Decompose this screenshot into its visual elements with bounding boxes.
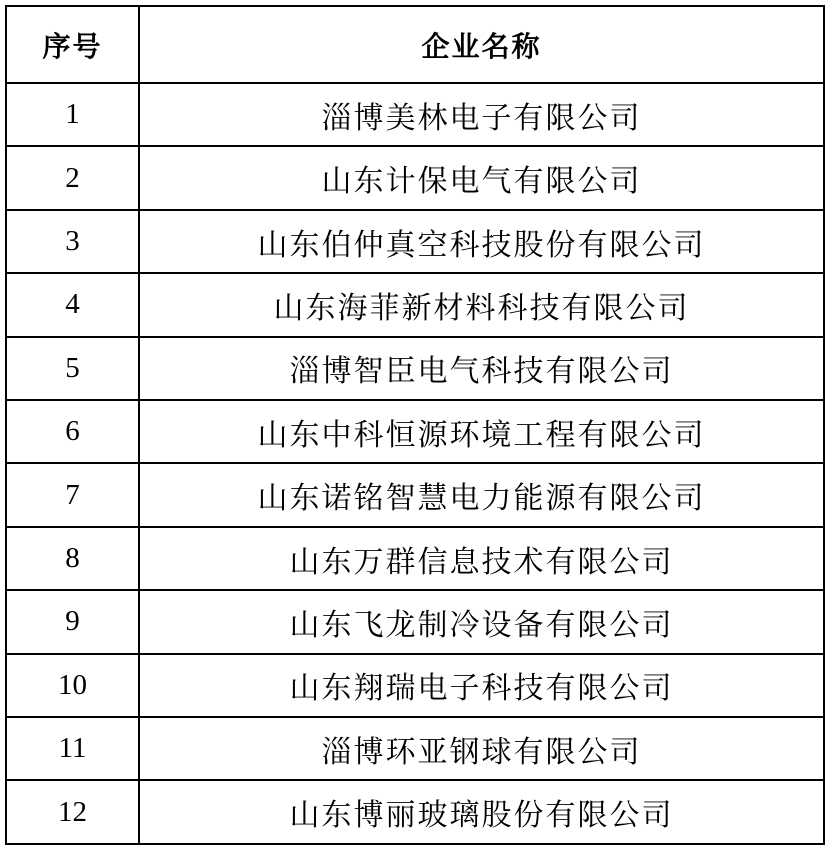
table-row [6,527,824,590]
row-index: 3 [6,210,139,273]
company-name: 山东中科恒源环境工程有限公司 [139,400,824,463]
row-index: 7 [6,463,139,526]
header-row [6,6,824,83]
table-row [6,590,824,653]
table-row [6,83,824,146]
row-index: 11 [6,717,139,780]
table-row [6,273,824,336]
company-name: 山东万群信息技术有限公司 [139,527,824,590]
header-company-name: 企业名称 [139,6,824,83]
row-index: 12 [6,780,139,844]
row-index: 10 [6,654,139,717]
row-index: 1 [6,83,139,146]
header-index: 序号 [6,6,139,83]
table-row [6,146,824,209]
row-index: 9 [6,590,139,653]
table-row [6,717,824,780]
company-name: 山东海菲新材料科技有限公司 [139,273,824,336]
company-name: 淄博智臣电气科技有限公司 [139,337,824,400]
table-row [6,337,824,400]
table-row [6,654,824,717]
company-name: 山东翔瑞电子科技有限公司 [139,654,824,717]
table-row [6,463,824,526]
company-name: 淄博美林电子有限公司 [139,83,824,146]
table-row [6,210,824,273]
company-name: 山东博丽玻璃股份有限公司 [139,780,824,844]
table-body [6,83,824,844]
company-name: 山东飞龙制冷设备有限公司 [139,590,824,653]
company-name: 山东伯仲真空科技股份有限公司 [139,210,824,273]
company-list-table [5,5,825,845]
table-row [6,400,824,463]
row-index: 8 [6,527,139,590]
company-name: 淄博环亚钢球有限公司 [139,717,824,780]
row-index: 6 [6,400,139,463]
company-name: 山东计保电气有限公司 [139,146,824,209]
row-index: 2 [6,146,139,209]
row-index: 4 [6,273,139,336]
row-index: 5 [6,337,139,400]
table-row [6,780,824,844]
company-name: 山东诺铭智慧电力能源有限公司 [139,463,824,526]
